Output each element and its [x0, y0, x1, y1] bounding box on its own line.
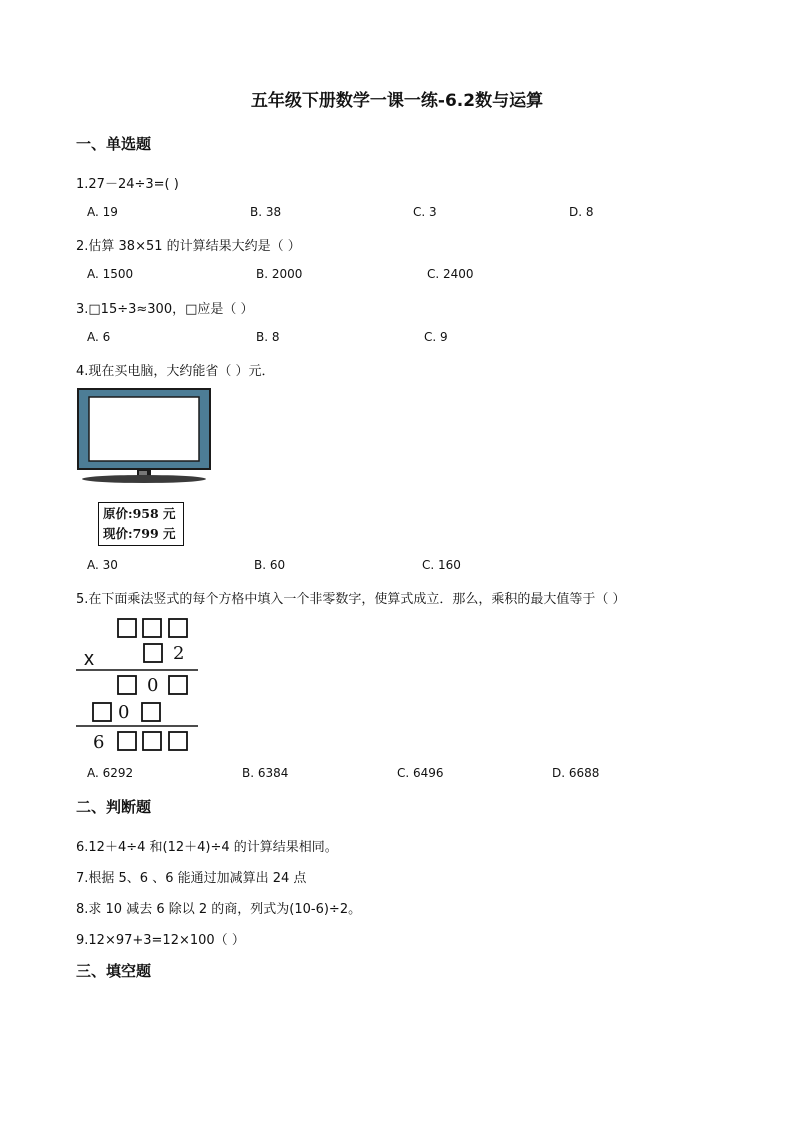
original-price: 原价:958 元	[103, 506, 176, 521]
product-leading-digit: 6	[93, 732, 105, 753]
question-5: 5.在下面乘法竖式的每个方格中填入一个非零数字，使算式成立．那么，乘积的最大值等于（ ）	[76, 592, 626, 607]
q3-option-c: C. 9	[424, 330, 448, 344]
q3-option-b: B. 8	[256, 330, 280, 344]
q5-option-b: B. 6384	[242, 766, 289, 780]
question-3: 3.□15÷3≈300，□应是（ ）	[76, 302, 254, 317]
partial-product-1-digit: 0	[147, 675, 159, 696]
q5-option-d: D. 6688	[552, 766, 600, 780]
q4-option-a: A. 30	[87, 558, 118, 572]
q4-option-c: C. 160	[422, 558, 461, 572]
q2-option-c: C. 2400	[427, 267, 474, 281]
section-heading-single-choice: 一、单选题	[76, 135, 152, 153]
q5-option-a: A. 6292	[87, 766, 134, 780]
multiplication-puzzle-figure	[76, 615, 198, 753]
question-9: 9.12×97+3=12×100（ ）	[76, 933, 245, 948]
partial-product-2-digit: 0	[118, 702, 130, 723]
question-2: 2.估算 38×51 的计算结果大约是（ ）	[76, 239, 301, 254]
question-6: 6.12＋4÷4 和(12＋4)÷4 的计算结果相同。	[76, 840, 338, 855]
q2-option-a: A. 1500	[87, 267, 134, 281]
question-7: 7.根据 5、6 、6 能通过加减算出 24 点	[76, 871, 307, 886]
q1-option-c: C. 3	[413, 205, 437, 219]
q3-option-a: A. 6	[87, 330, 111, 344]
page-title: 五年级下册数学一课一练-6.2数与运算	[250, 91, 544, 111]
multiplier-digit: 2	[173, 643, 185, 664]
q1-option-d: D. 8	[569, 205, 594, 219]
q2-option-b: B. 2000	[256, 267, 303, 281]
question-1: 1.27－24÷3=( )	[76, 177, 179, 192]
section-heading-fill-blank: 三、填空题	[76, 962, 152, 980]
q1-option-a: A. 19	[87, 205, 118, 219]
question-4: 4.现在买电脑，大约能省（ ）元．	[76, 364, 275, 379]
q1-option-b: B. 38	[250, 205, 282, 219]
section-heading-true-false: 二、判断题	[76, 798, 152, 816]
q4-option-b: B. 60	[254, 558, 286, 572]
q5-option-c: C. 6496	[397, 766, 444, 780]
computer-monitor-image	[77, 387, 211, 485]
price-tag	[98, 502, 184, 546]
question-8: 8.求 10 减去 6 除以 2 的商，列式为(10-6)÷2。	[76, 902, 362, 917]
times-sign: x	[84, 648, 94, 670]
current-price: 现价:799 元	[103, 526, 176, 541]
